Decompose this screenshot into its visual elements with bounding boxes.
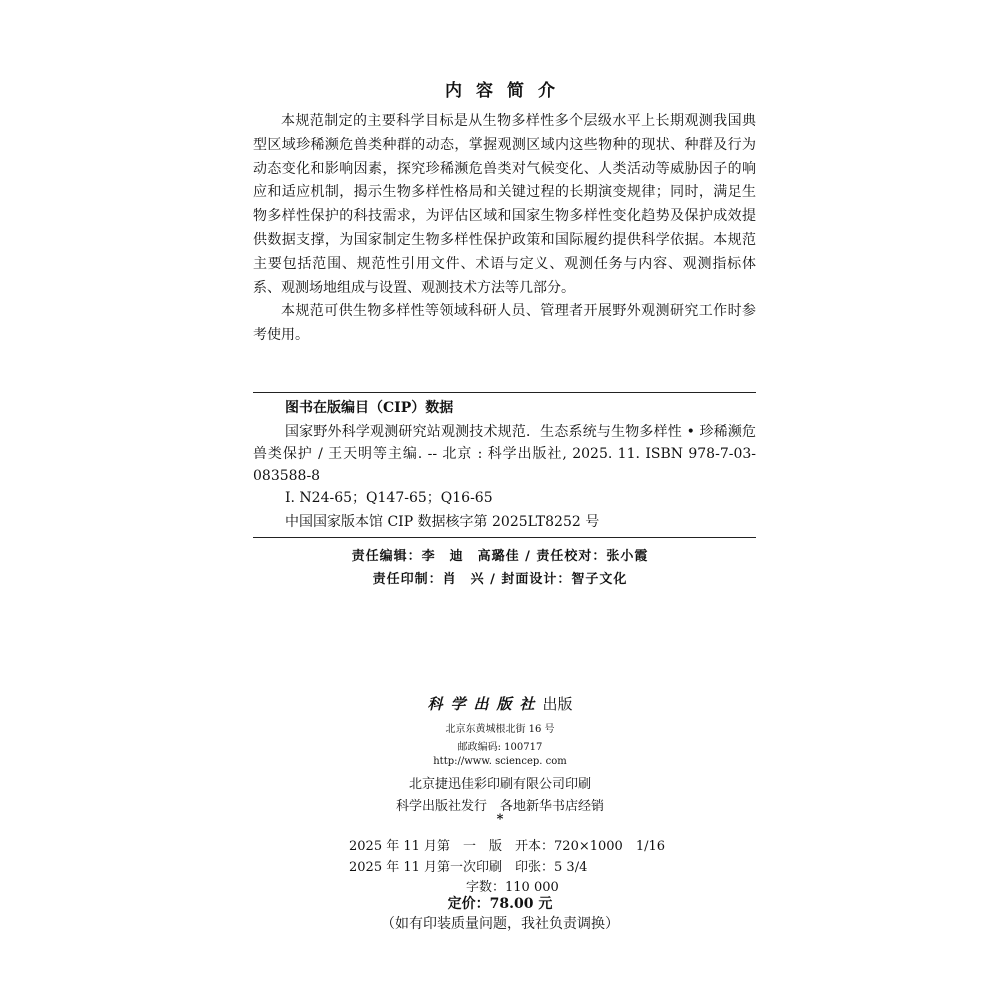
intro-paragraph: 本规范可供生物多样性等领域科研人员、管理者开展野外观测研究工作时参考使用。 [253, 303, 756, 343]
edition-line: 2025 年 11 月第 一 版 开本：720×1000 1/16 [349, 839, 666, 854]
publisher-postcode: 邮政编码: 100717 [457, 742, 543, 753]
printer-line: 北京捷迅佳彩印刷有限公司印刷 [408, 777, 591, 792]
cip-bottom-divider [253, 537, 756, 538]
printing-line: 2025 年 11 月第一次印刷 印张：5 3/4 [349, 860, 588, 875]
distributor-line: 科学出版社发行 各地新华书店经销 [395, 799, 604, 814]
price: 定价：78.00 元 [447, 896, 553, 912]
quality-note: （如有印装质量问题，我社负责调换） [381, 916, 619, 932]
publisher-line [0, 693, 1000, 714]
publisher-website: http://www. sciencep. com [433, 756, 567, 767]
publisher-address: 北京东黄城根北街 16 号 [445, 724, 555, 735]
intro-title: 内容简介 [445, 81, 569, 101]
cip-classification: Ⅰ. N24-65；Q147-65；Q16-65 [285, 490, 493, 506]
production-credits: 责任印制：肖 兴 / 封面设计：智子文化 [372, 572, 628, 587]
separator-star: * [496, 812, 504, 827]
publisher-brand: 科学出版社 [427, 695, 543, 713]
publisher-suffix: 出版 [542, 695, 573, 713]
cip-heading: 图书在版编目（CIP）数据 [285, 400, 454, 416]
cip-body: 国家野外科学观测研究站观测技术规范．生态系统与生物多样性 • 珍稀濒危兽类保护 / 王天明等主编. -- 北京 : 科学出版社, 2025. 11. ISBN 978-7-03-083588-8 [253, 424, 756, 484]
editor-credits: 责任编辑：李 迪 高璐佳 / 责任校对：张小霞 [351, 549, 649, 564]
cip-record-number: 中国国家版本馆 CIP 数据核字第 2025LT8252 号 [285, 514, 600, 530]
word-count: 字数：110 000 [466, 880, 559, 895]
intro-paragraph: 本规范制定的主要科学目标是从生物多样性多个层级水平上长期观测我国典型区域珍稀濒危兽类种群的动态，掌握观测区域内这些物种的现状、种群及行为动态变化和影响因素，探究珍稀濒危兽类对气候变化、人类活动等威胁因子的响应和适应机制，揭示生物多样性格局和关键过程的长期演变规律；同时，满足生物多样性保护的科技需求，为评估区域和国家生物多样性变化趋势及保护成效提供数据支撑，为国家制定生物多样性保护政策和国际履约提供科学依据。本规范主要包括范围、规范性引用文件、术语与定义、观测任务与内容、观测指标体系、观测场地组成与设置、观测技术方法等几部分。 [253, 113, 756, 296]
cip-top-divider [253, 392, 756, 393]
